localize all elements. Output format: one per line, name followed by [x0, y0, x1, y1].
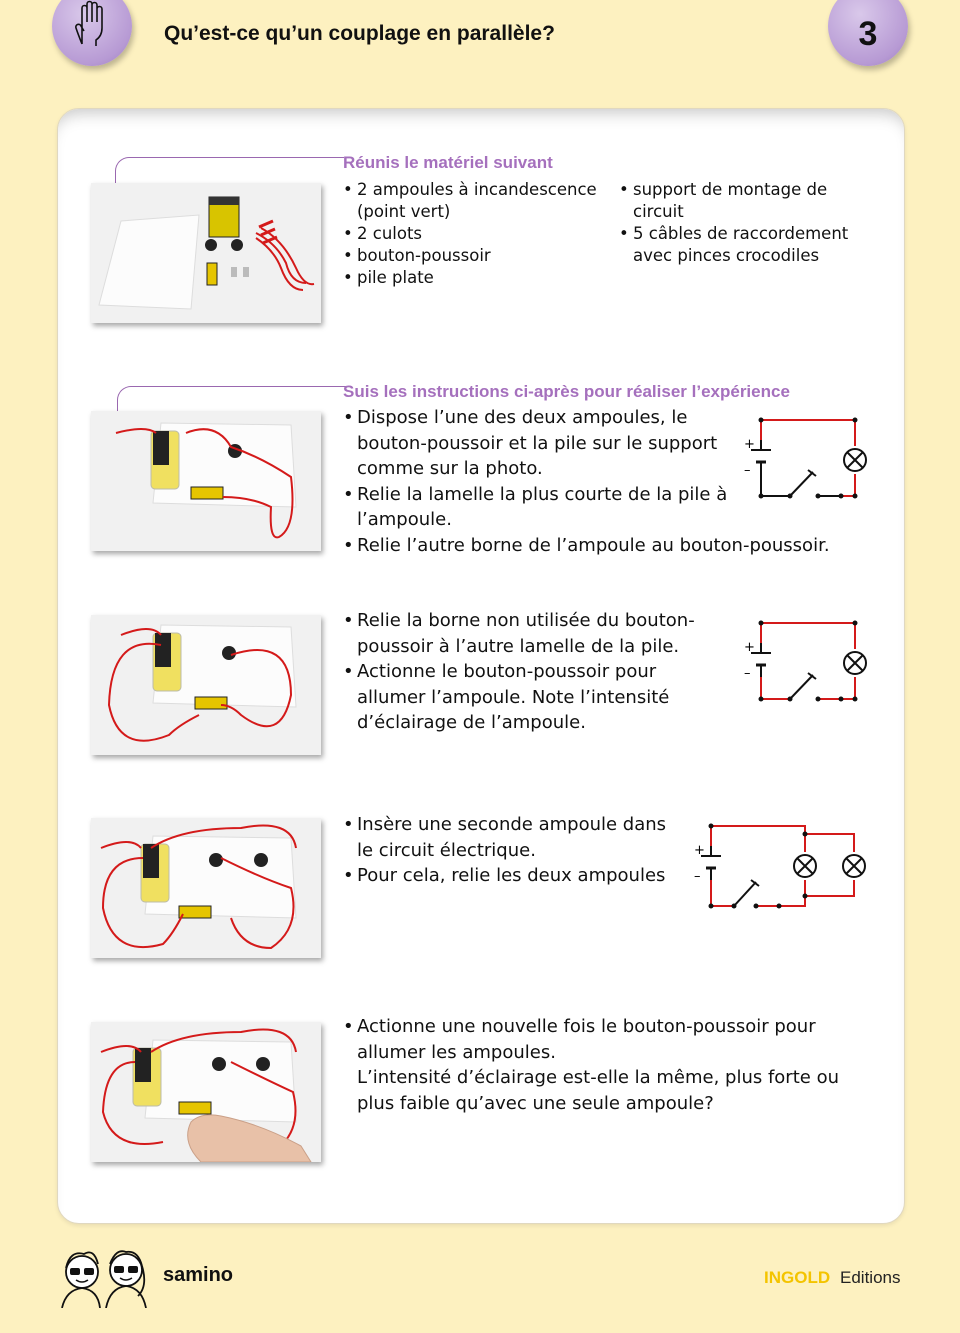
list-item-continuation: L’intensité d’éclairage est-elle la même, plus forte ou plus faible qu’avec une seule ampoule?	[357, 1067, 839, 1114]
list-item: • bouton-poussoir	[343, 245, 605, 267]
list-item: • Actionne le bouton-poussoir pour allumer l’ampoule. Note l’intensité d’éclairage de l’ampoule.	[343, 659, 703, 736]
step4-photo	[91, 1022, 321, 1162]
materials-list-left	[343, 179, 605, 289]
chapter-number-badge: 3	[828, 0, 908, 66]
step3-list	[343, 812, 683, 889]
minus-sign: –	[694, 869, 701, 884]
minus-sign: –	[744, 666, 751, 681]
samino-brand: samino	[163, 1264, 234, 1286]
list-item: • Pour cela, relie les deux ampoules	[343, 863, 683, 889]
list-item: • 2 culots	[343, 223, 605, 245]
step3-photo	[91, 818, 321, 958]
section-bracket	[117, 386, 346, 413]
step1-photo	[91, 411, 321, 551]
list-item: • Insère une seconde ampoule dans le circuit électrique.	[343, 812, 683, 863]
publisher-ingold: INGOLD	[764, 1268, 831, 1287]
materials-heading: Réunis le matériel suivant	[343, 153, 553, 172]
list-item: • pile plate	[343, 267, 605, 289]
page-title: Qu’est-ce qu’un couplage en parallèle?	[164, 22, 555, 45]
materials-list-right	[619, 179, 869, 267]
publisher-editions: Editions	[840, 1268, 901, 1287]
list-item: • Actionne une nouvelle fois le bouton-poussoir pour allumer les ampoules.	[343, 1014, 843, 1065]
minus-sign: –	[744, 463, 751, 478]
step2-photo	[91, 615, 321, 755]
circuit-diagram-1	[738, 410, 878, 510]
list-item: • support de montage de circuit	[619, 179, 869, 223]
hand-icon	[72, 0, 112, 48]
step4-list	[343, 1014, 843, 1116]
plus-sign: +	[744, 437, 755, 452]
section-bracket	[115, 157, 344, 184]
materials-photo	[91, 183, 321, 323]
plus-sign: +	[744, 640, 755, 655]
list-item: • 2 ampoules à incandescence (point vert)	[343, 179, 605, 223]
instructions-heading: Suis les instructions ci-après pour réaliser l’expérience	[343, 382, 790, 401]
circuit-diagram-3	[690, 816, 880, 916]
list-item: • Relie la lamelle la plus courte de la pile à l’ampoule.	[343, 482, 732, 533]
list-item: • Relie la borne non utilisée du bouton-poussoir à l’autre lamelle de la pile.	[343, 608, 703, 659]
circuit-diagram-2	[738, 613, 878, 713]
children-logo-icon	[54, 1246, 159, 1308]
list-item: • 5 câbles de raccordement avec pinces crocodiles	[619, 223, 869, 267]
list-item: • Relie l’autre borne de l’ampoule au bouton-poussoir.	[343, 533, 867, 559]
step2-list	[343, 608, 703, 736]
hand-badge	[52, 0, 132, 66]
list-item: • Dispose l’une des deux ampoules, le bouton-poussoir et la pile sur le support comme sur la photo.	[343, 405, 732, 482]
plus-sign: +	[694, 843, 705, 858]
